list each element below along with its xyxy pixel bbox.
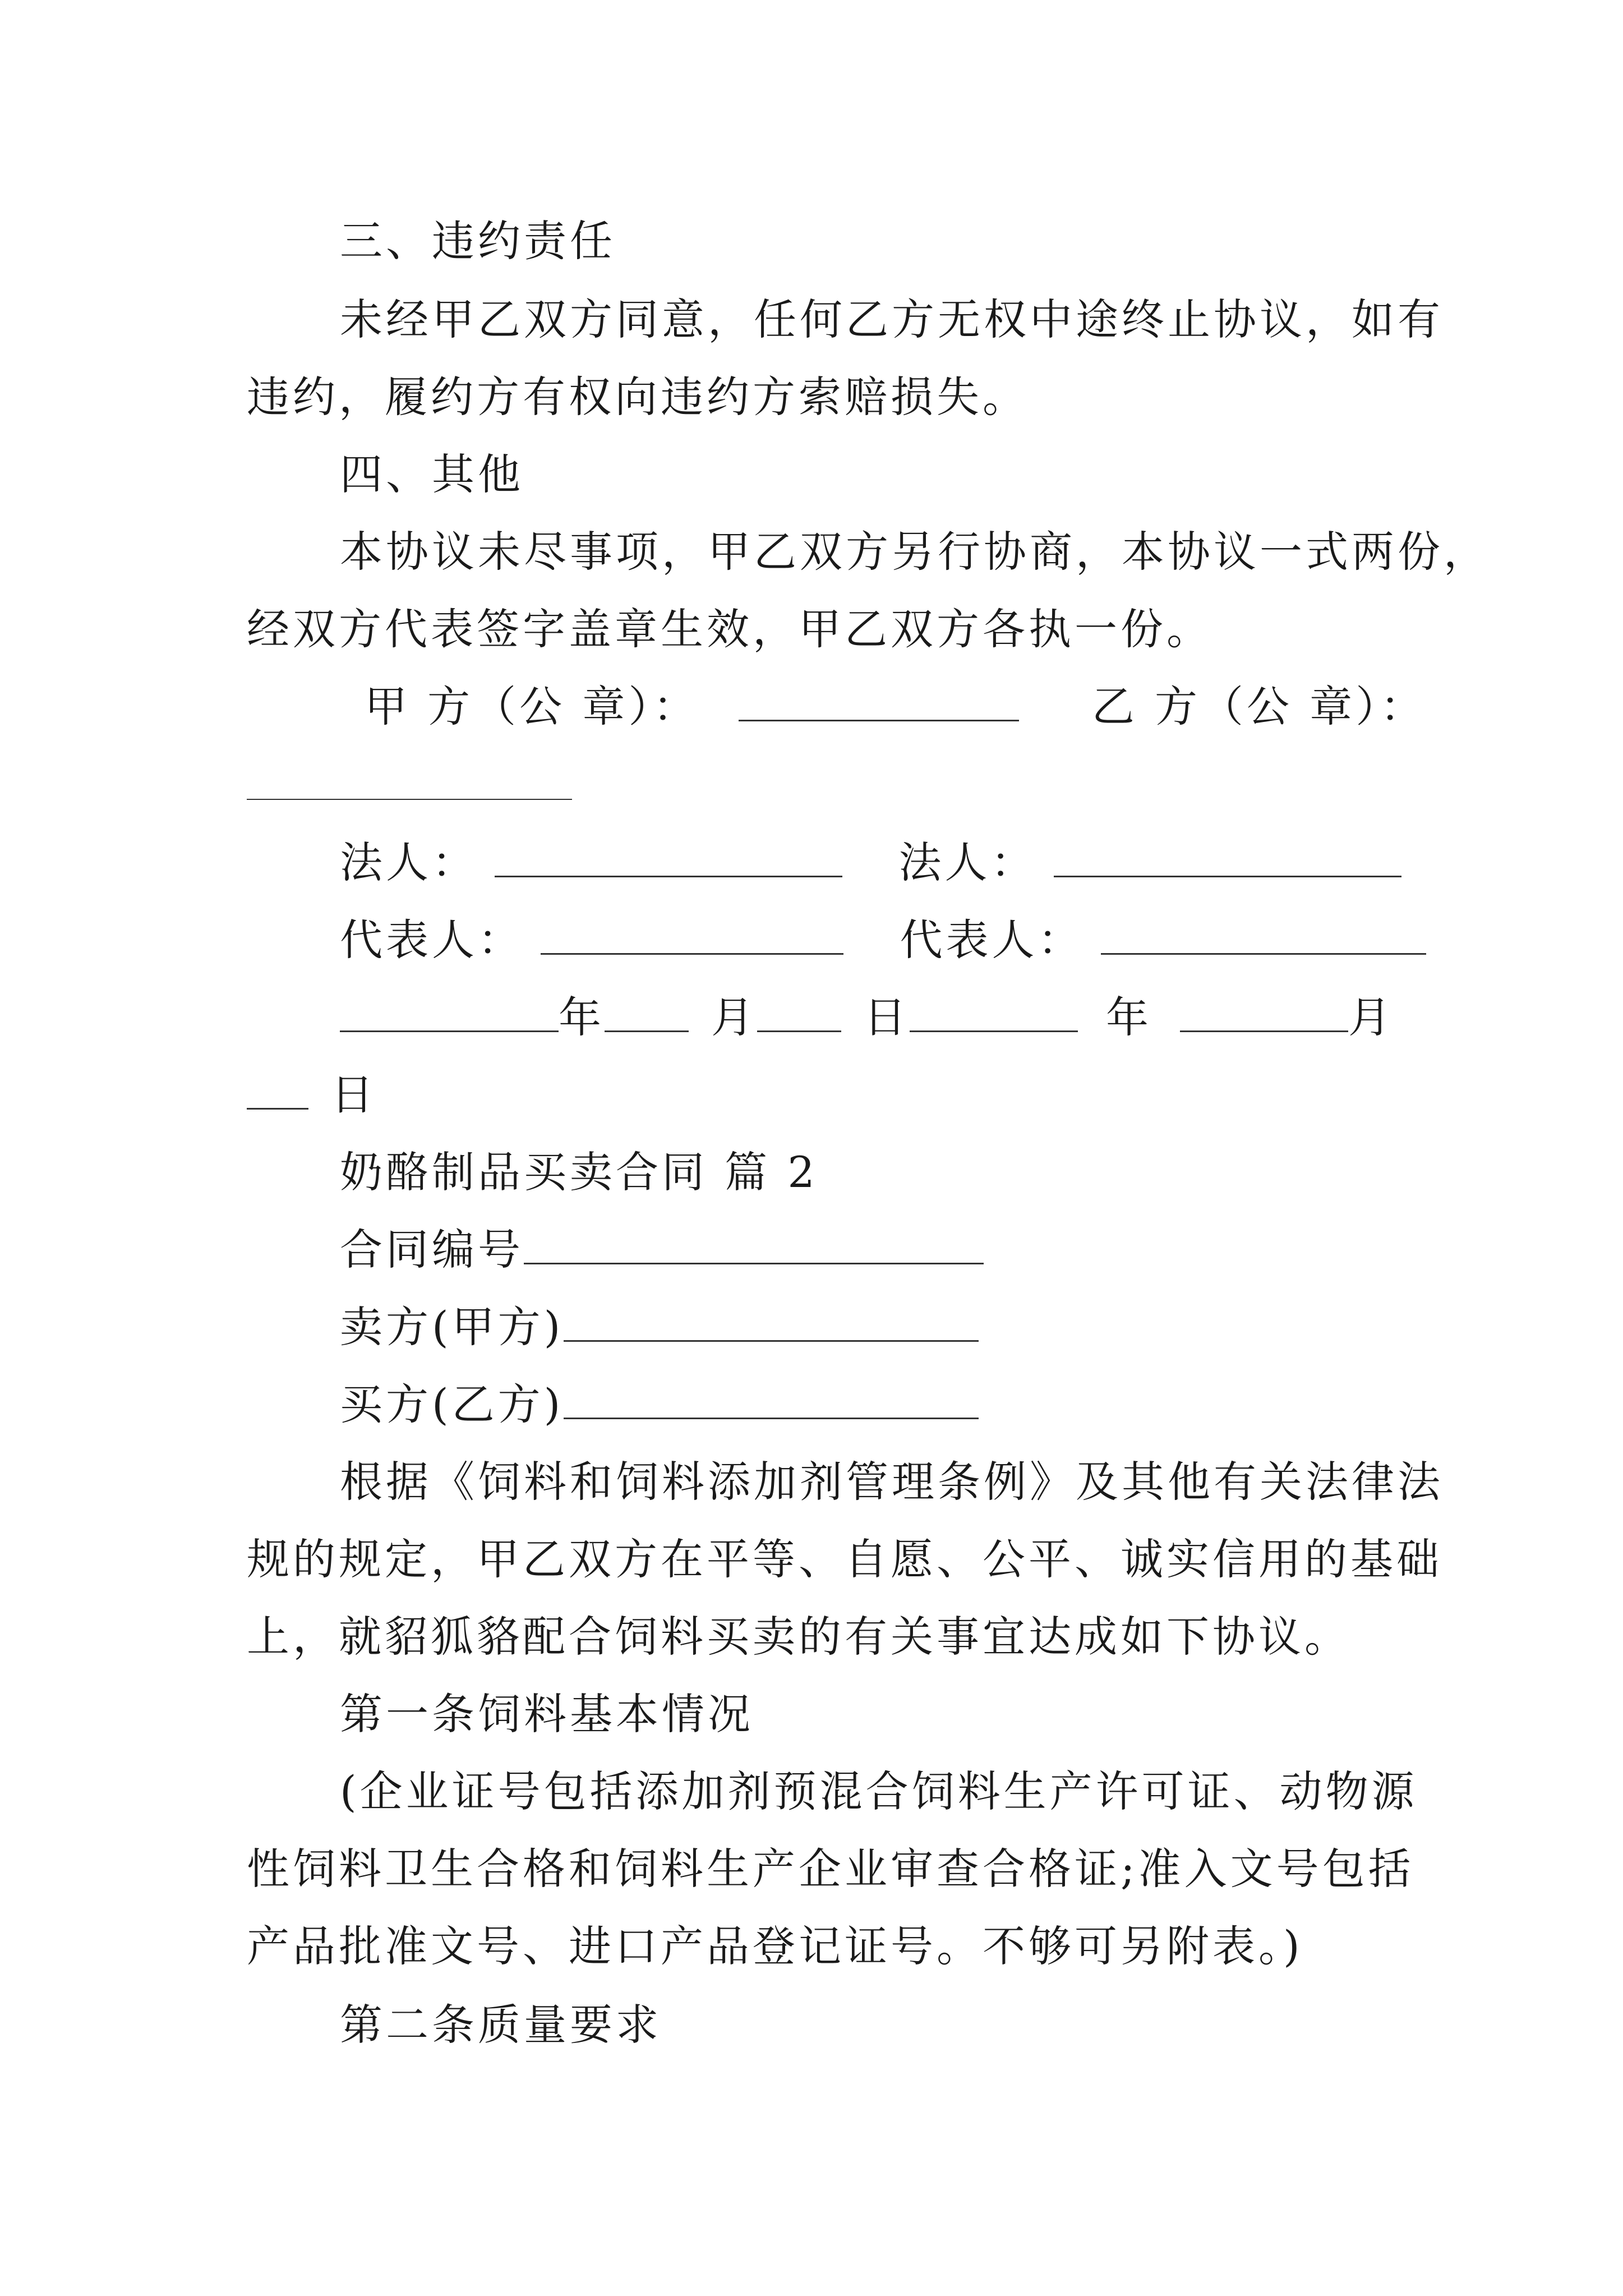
contract-number-row: [340, 1222, 1478, 1278]
buyer-blank: [564, 1378, 979, 1419]
representative-b-blank: [1101, 914, 1426, 955]
buyer-label: 买方(乙方): [340, 1379, 564, 1429]
contract-number-label: 合同编号: [340, 1225, 524, 1274]
other-paragraph-line: 经双方代表签字盖章生效，甲乙双方各执一份。: [247, 604, 1212, 654]
seller-label: 卖方(甲方): [340, 1302, 564, 1352]
party-b-seal-blank: [247, 760, 572, 800]
article1-note-line: 性饲料卫生合格和饲料生产企业审查合格证;准入文号包括: [247, 1844, 1414, 1894]
year-a-label: 年: [559, 992, 605, 1042]
breach-paragraph-line: 违约，履约方有权向违约方索赔损失。: [247, 372, 1029, 422]
year-b-blank: [910, 991, 1078, 1032]
article1-note-line: (企业证号包括添加剂预混合饲料生产许可证、动物源: [340, 1766, 1418, 1816]
month-b-label: 月: [1348, 992, 1394, 1042]
month-b-blank: [1180, 991, 1348, 1032]
article1-heading: 第一条饲料基本情况: [340, 1689, 754, 1739]
representative-a-label: 代表人：: [340, 915, 524, 965]
date-row: [340, 990, 1478, 1046]
day-b-label: 日: [331, 1070, 377, 1120]
article1-note-line: 产品批准文号、进口产品登记证号。不够可另附表。): [247, 1921, 1303, 1971]
article2-heading: 第二条质量要求: [340, 2000, 662, 2050]
other-paragraph-line: 本协议未尽事项，甲乙双方另行协商，本协议一式两份，: [340, 527, 1490, 577]
month-a-blank: [605, 991, 689, 1032]
contract2-title: 奶酪制品买卖合同 篇 2: [340, 1147, 818, 1197]
seller-blank: [564, 1301, 979, 1342]
breach-heading: 三、违约责任: [340, 216, 616, 266]
legal-person-b-blank: [1054, 836, 1401, 877]
contract-number-blank: [524, 1223, 984, 1264]
day-a-label: 日: [864, 992, 910, 1042]
buyer-row: [340, 1377, 1478, 1433]
party-a-seal-blank: [739, 680, 1019, 721]
seal-row: [365, 679, 1503, 735]
party-b-seal-label: 乙 方（公 章）：: [1091, 682, 1427, 731]
day-b-blank: [247, 1069, 308, 1110]
legal-person-row: [340, 835, 1478, 891]
representative-b-label: 代表人：: [900, 915, 1084, 965]
legal-person-a-label: 法人：: [340, 838, 478, 887]
legal-person-b-label: 法人：: [898, 838, 1037, 887]
seller-row: [340, 1299, 1478, 1355]
representative-a-blank: [541, 914, 843, 955]
other-heading: 四、其他: [340, 449, 524, 499]
legal-person-a-blank: [495, 836, 842, 877]
breach-paragraph-line: 未经甲乙双方同意，任何乙方无权中途终止协议，如有: [340, 295, 1444, 344]
party-b-seal-blank-row: [247, 757, 1385, 813]
intro-paragraph-line: 根据《饲料和饲料添加剂管理条例》及其他有关法律法: [340, 1457, 1444, 1507]
day-b-row: [247, 1067, 1385, 1123]
intro-paragraph-line: 规的规定，甲乙双方在平等、自愿、公平、诚实信用的基础: [247, 1534, 1442, 1584]
month-a-label: 月: [711, 992, 757, 1042]
year-b-label: 年: [1106, 992, 1152, 1042]
representative-row: [340, 912, 1478, 968]
party-a-seal-label: 甲 方（公 章）：: [365, 682, 699, 731]
day-a-blank: [757, 991, 841, 1032]
intro-paragraph-line: 上，就貂狐貉配合饲料买卖的有关事宜达成如下协议。: [247, 1612, 1350, 1662]
year-a-blank: [340, 991, 559, 1032]
